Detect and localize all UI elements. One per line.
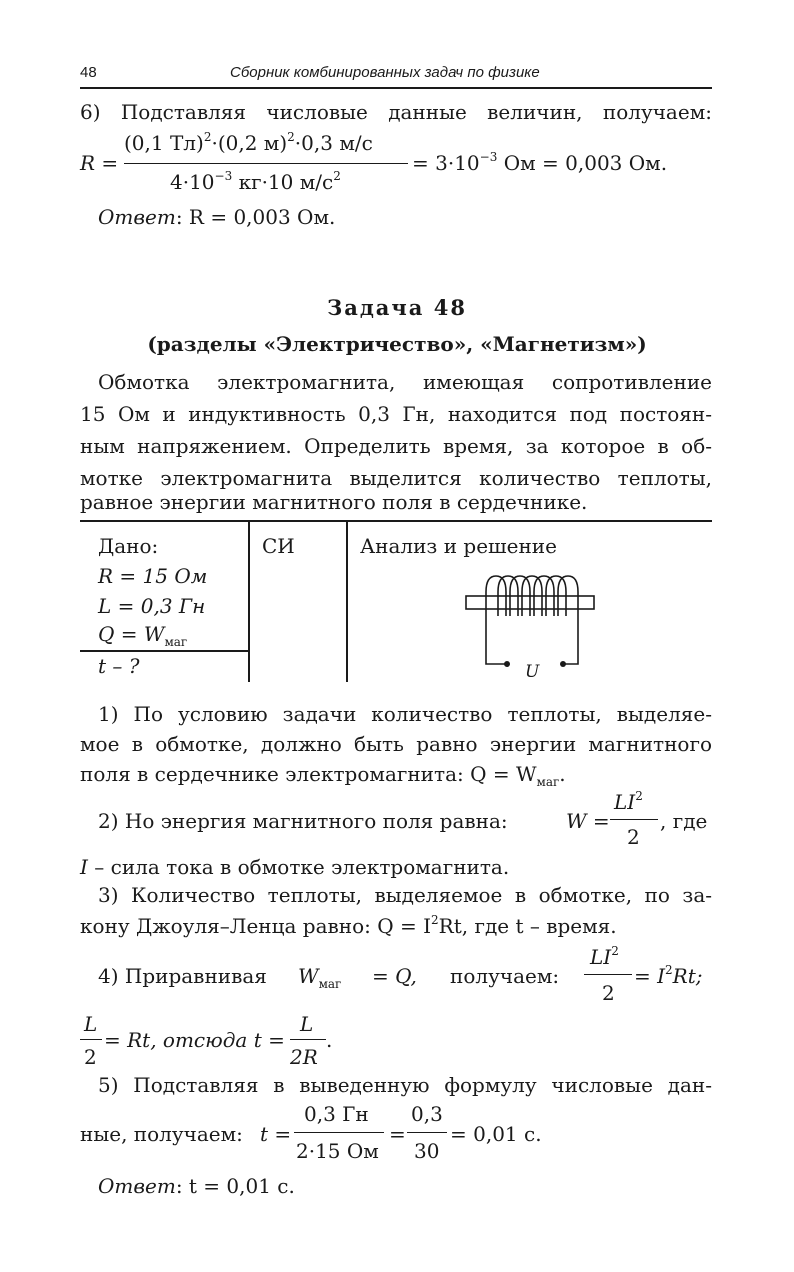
voltage-label: U <box>525 662 540 682</box>
solution-5-t: t = <box>260 1122 292 1146</box>
solution-4b-fraction-bar <box>80 1039 102 1040</box>
solution-2-text: 2) Но энергия магнитного поля равна: <box>98 809 508 833</box>
formula-R-result: = $3\cdot 10^{-3}$ Ом = 0,003 Ом. <box>412 150 668 175</box>
problem-line-5: равное энергии магнитного поля в сердечнике. <box>80 490 588 514</box>
solution-2-fraction-bar <box>610 819 658 820</box>
solution-2-W: W = <box>566 809 610 833</box>
given-find-t: t – ? <box>98 654 140 678</box>
solution-5-fraction-bar-1 <box>294 1132 384 1133</box>
analysis-header: Анализ и решение <box>360 534 557 558</box>
answer-final: Ответ: t = 0,01 с. <box>98 1174 295 1198</box>
left-lead <box>486 616 506 664</box>
solution-4-get: получаем: <box>450 964 560 988</box>
step-6-text: 6) Подставляя числовые данные величин, получаем: <box>80 100 712 124</box>
solution-5-denominator-1: 2·15 Ом <box>296 1139 379 1163</box>
problem-line-3: ным напряжением. Определить время, за которое в об- <box>80 434 712 458</box>
problem-subtitle: (разделы «Электричество», «Магнетизм») <box>147 332 647 356</box>
solution-3-line-2: кону Джоуля–Ленца равно: $Q = I^2Rt$, где t – время. <box>80 913 617 938</box>
given-table-divider-1 <box>248 520 250 682</box>
solution-4-fraction-bar <box>584 974 632 975</box>
solution-1-line-3: поля в сердечнике электромагнита: $Q = W_{маг}$. <box>80 762 566 789</box>
solution-5-denominator-2: 30 <box>414 1139 440 1163</box>
running-header-title: Сборник комбинированных задач по физике <box>230 64 540 81</box>
formula-R-numerator: (0,1 Тл)$^2$·(0,2 м)$^2$·0,3 м/с <box>124 130 373 155</box>
given-table-divider-2 <box>346 520 348 682</box>
solution-4b-denominator: 2 <box>84 1045 97 1069</box>
problem-line-1: Обмотка электромагнита, имеющая сопротивление <box>98 370 712 394</box>
given-find-rule <box>80 650 248 652</box>
solution-2-where: , где <box>660 809 708 833</box>
problem-title: Задача 48 <box>327 295 467 320</box>
formula-R-fraction-bar <box>124 163 408 164</box>
solution-4b-middle: = Rt, отсюда t = <box>104 1028 285 1052</box>
solution-5-line-1: 5) Подставляя в выведенную формулу числовые дан- <box>98 1073 712 1097</box>
given-table-top-rule <box>80 520 712 522</box>
solution-5-equals: = <box>389 1122 406 1146</box>
solution-5-fraction-bar-2 <box>407 1132 447 1133</box>
solution-4-numerator: $LI^2$ <box>590 944 619 969</box>
solution-4b-fraction-bar-2 <box>290 1039 326 1040</box>
solution-3-line-1: 3) Количество теплоты, выделяемое в обмотке, по за- <box>98 883 712 907</box>
formula-R-lhs: R = <box>80 151 119 175</box>
solution-1-line-2: мое в обмотке, должно быть равно энергии магнитного <box>80 732 712 756</box>
solution-5-result: = 0,01 с. <box>450 1122 542 1146</box>
solution-4-denominator: 2 <box>602 981 615 1005</box>
solution-2-numerator: $LI^2$ <box>614 789 643 814</box>
given-header: Дано: <box>98 534 159 558</box>
solution-2-line-2: I – сила тока в обмотке электромагнита. <box>80 855 510 879</box>
si-header: СИ <box>262 534 295 558</box>
solution-4-W: $W_{маг}$ <box>298 964 342 991</box>
right-lead <box>564 616 578 664</box>
solution-4b-end: . <box>326 1028 333 1052</box>
solution-4b-denominator-2: 2R <box>290 1045 318 1069</box>
solution-1-line-1: 1) По условию задачи количество теплоты, выделяе- <box>98 702 712 726</box>
solution-4b-numerator-2: L <box>300 1012 314 1036</box>
problem-line-4: мотке электромагнита выделится количество теплоты, <box>80 466 712 490</box>
right-terminal <box>560 661 566 667</box>
problem-line-2: 15 Ом и индуктивность 0,3 Гн, находится под постоян- <box>80 402 712 426</box>
solution-4-text: 4) Приравнивая <box>98 964 267 988</box>
header-rule <box>80 87 712 89</box>
given-R: R = 15 Ом <box>98 564 208 588</box>
solution-4b-numerator: L <box>84 1012 98 1036</box>
given-Q: $Q = W_{маг}$ <box>98 622 188 649</box>
solution-4-eq-Q: = Q, <box>372 964 417 988</box>
answer-previous: Ответ: R = 0,003 Ом. <box>98 205 336 229</box>
solution-5-numerator-2: 0,3 <box>411 1102 443 1126</box>
solution-2-denominator: 2 <box>627 825 640 849</box>
formula-R-denominator: $4\cdot 10^{-3}$ кг·10 $м/с^2$ <box>170 169 341 194</box>
page-number: 48 <box>80 64 97 81</box>
solution-5-numerator-1: 0,3 Гн <box>304 1102 369 1126</box>
solution-4-rhs: = $I^2Rt$; <box>634 963 703 988</box>
left-terminal <box>504 661 510 667</box>
solution-5-line-2: ные, получаем: <box>80 1122 243 1146</box>
given-L: L = 0,3 Гн <box>98 594 206 618</box>
